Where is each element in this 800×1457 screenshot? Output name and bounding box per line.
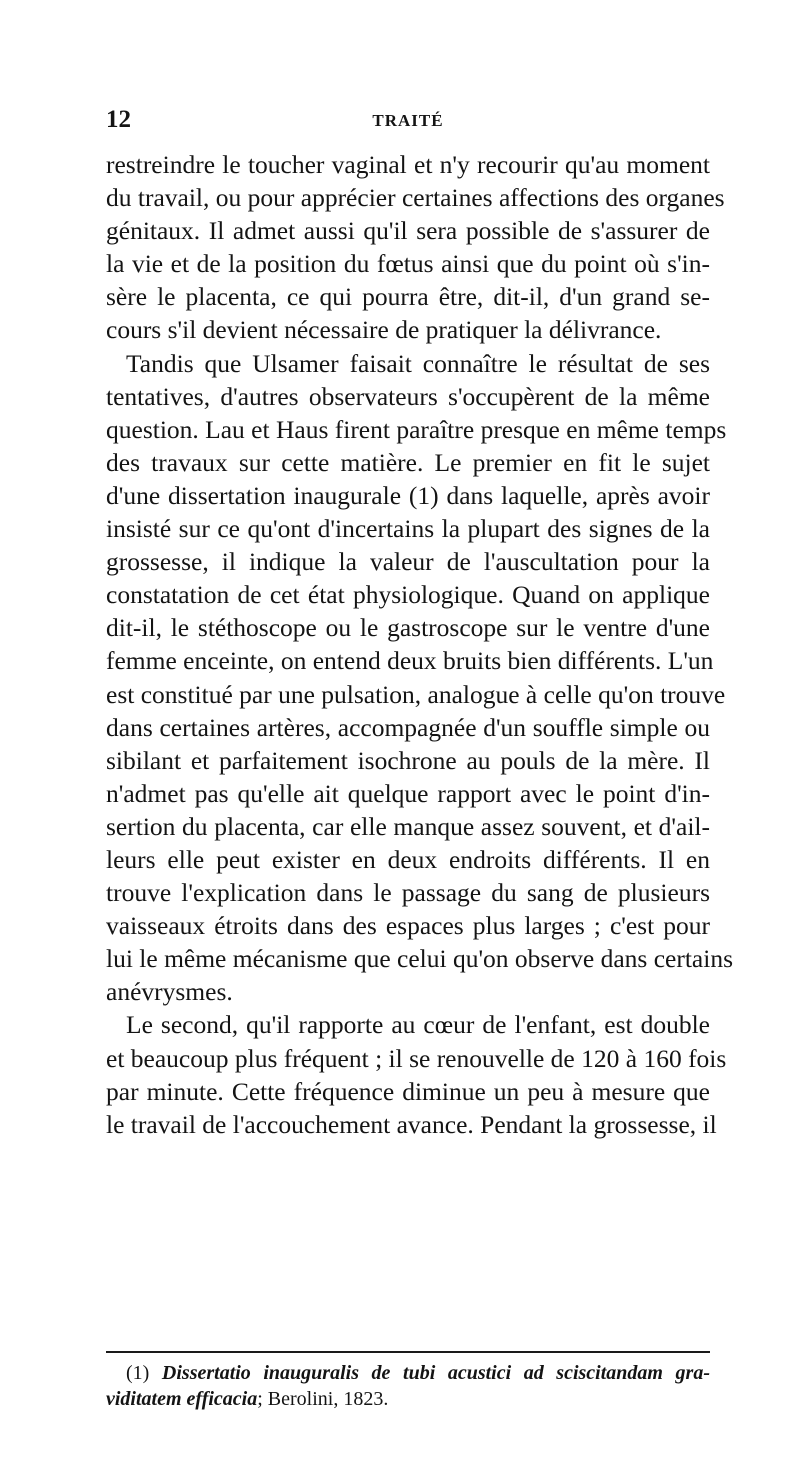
text-line: question. Lau et Haus firent paraître presque en même temps: [106, 414, 727, 444]
footnote-title-part-1: Dissertatio inauguralis de tubi acustici ad sciscitandam gra-: [161, 1362, 710, 1384]
page-number: 12: [106, 106, 131, 133]
text-line: génitaux. Il admet aussi qu'il sera possible de s'assurer de: [106, 216, 710, 246]
text-line: dit-il, le stéthoscope ou le gastroscope sur le ventre d'une: [106, 613, 710, 643]
footnote-rule: [106, 1351, 710, 1353]
text-line: le travail de l'accouchement avance. Pendant la grossesse, il: [106, 1109, 717, 1139]
text-line: d'une dissertation inaugurale (1) dans laquelle, après avoir: [106, 480, 710, 510]
footnote-imprint: ; Berolini, 1823.: [257, 1388, 389, 1410]
text-line: et beaucoup plus fréquent ; il se renouvelle de 120 à 160 fois: [106, 1043, 727, 1073]
text-line: la vie et de la position du fœtus ainsi que du point où s'in-: [106, 249, 710, 279]
text-line: sertion du placenta, car elle manque assez souvent, et d'ail-: [106, 811, 710, 841]
text-line: vaisseaux étroits dans des espaces plus larges ; c'est pour: [106, 911, 710, 941]
text-line: des travaux sur cette matière. Le premier en fit le sujet: [106, 447, 710, 477]
text-line: anévrysmes.: [106, 977, 233, 1007]
footnote-line: [106, 1386, 710, 1412]
text-line: restreindre le toucher vaginal et n'y recourir qu'au moment: [106, 150, 710, 179]
text-line: constatation de cet état physiologique. Quand on applique: [106, 580, 710, 610]
footnote: [106, 1360, 710, 1412]
text-line: sère le placenta, ce qui pourra être, dit-il, d'un grand se-: [106, 282, 710, 312]
text-line: femme enceinte, on entend deux bruits bien différents. L'un: [106, 646, 714, 676]
body-text: [106, 148, 734, 1141]
text-line: insisté sur ce qu'ont d'incertains la plupart des signes de la: [106, 514, 710, 544]
text-line: tentatives, d'autres observateurs s'occupèrent de la même: [106, 381, 710, 411]
footnote-title-part-2: viditatem efficacia: [106, 1388, 258, 1410]
text-line: cours s'il devient nécessaire de pratiquer la délivrance.: [106, 315, 662, 345]
running-title: TRAITÉ: [372, 111, 444, 130]
text-line: grossesse, il indique la valeur de l'auscultation pour la: [106, 547, 710, 577]
text-line: du travail, ou pour apprécier certaines affections des organes: [106, 183, 725, 213]
footnote-line: [106, 1360, 710, 1386]
text-line: leurs elle peut exister en deux endroits différents. Il en: [106, 844, 710, 874]
text-line: n'admet pas qu'elle ait quelque rapport avec le point d'in-: [106, 778, 710, 808]
text-line: trouve l'explication dans le passage du sang de plusieurs: [106, 878, 710, 908]
text-line: Tandis que Ulsamer faisait connaître le résultat de ses: [126, 348, 710, 378]
text-line: sibilant et parfaitement isochrone au pouls de la mère. Il: [106, 745, 710, 775]
text-line: dans certaines artères, accompagnée d'un souffle simple ou: [106, 712, 710, 742]
text-line: Le second, qu'il rapporte au cœur de l'enfant, est double: [126, 1010, 710, 1040]
running-head: [106, 106, 710, 134]
text-line: lui le même mécanisme que celui qu'on observe dans certains: [106, 944, 734, 974]
text-line: par minute. Cette fréquence diminue un peu à mesure que: [106, 1076, 710, 1106]
text-line: est constitué par une pulsation, analogue à celle qu'on trouve: [106, 679, 726, 709]
footnote-marker: (1): [126, 1362, 150, 1384]
